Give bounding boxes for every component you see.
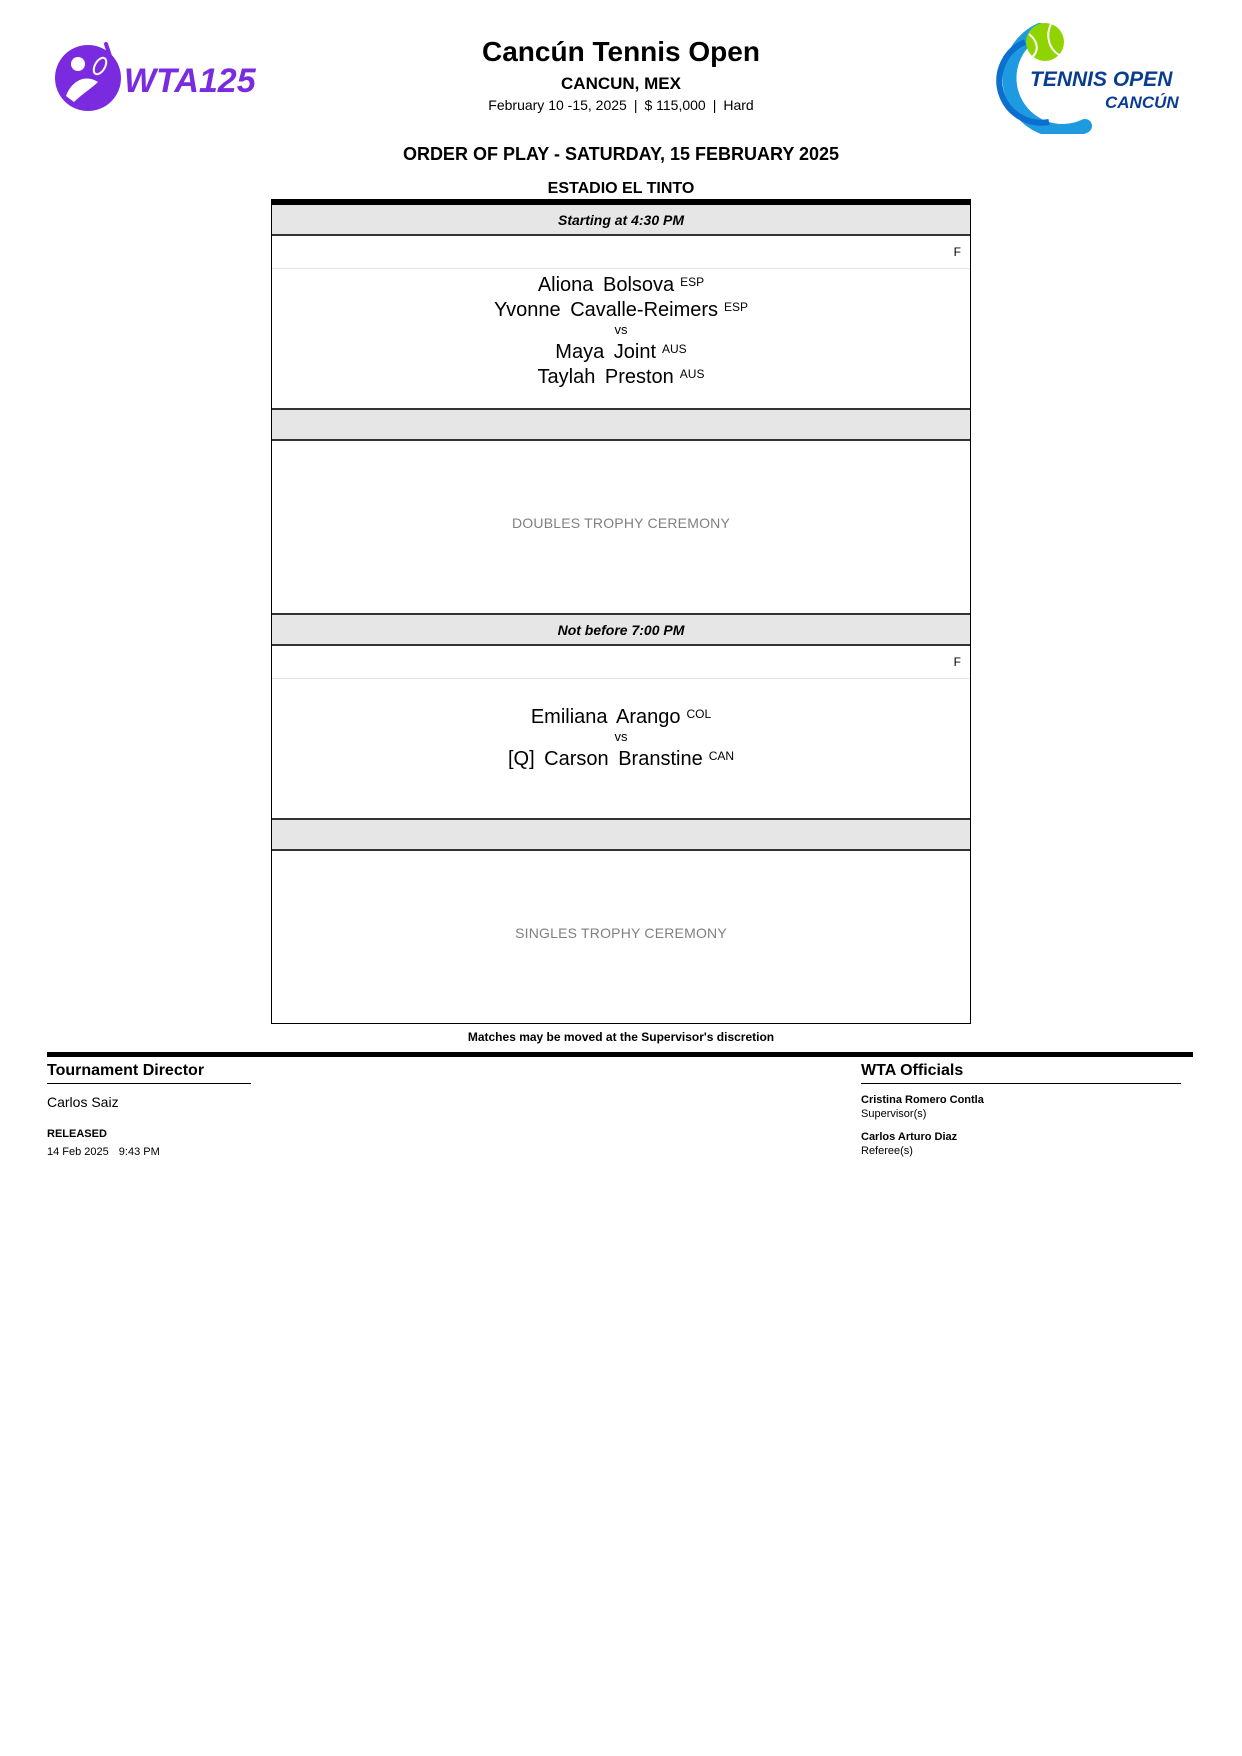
player-entry bbox=[272, 296, 970, 321]
time-slot-bar bbox=[272, 818, 970, 851]
player-entry bbox=[272, 703, 970, 728]
versus-label: vs bbox=[614, 729, 628, 744]
schedule-table bbox=[271, 199, 971, 1024]
schedule-notice: Matches may be moved at the Supervisor's discretion bbox=[467, 1030, 775, 1044]
tournament-dates: February 10 -15, 2025 bbox=[488, 97, 627, 113]
player-name: Aliona Bolsova bbox=[537, 274, 675, 296]
tournament-prize: $ 115,000 bbox=[644, 97, 706, 113]
official-name: Carlos Arturo Diaz bbox=[861, 1131, 958, 1143]
ceremony-label: DOUBLES TROPHY CEREMONY bbox=[511, 515, 731, 531]
tournament-city: CANCUN, MEX bbox=[561, 74, 681, 93]
player-name: Yvonne Cavalle-Reimers bbox=[493, 299, 719, 321]
player-entry bbox=[272, 338, 970, 363]
released-time: 9:43 PM bbox=[118, 1146, 160, 1158]
logo-tennis-open-text: TENNIS OPEN bbox=[1030, 68, 1173, 91]
released-timestamp bbox=[47, 1146, 160, 1158]
player-name: Maya Joint bbox=[555, 341, 657, 363]
player-entry bbox=[272, 363, 970, 388]
tournament-info bbox=[0, 97, 1242, 113]
player-country: ESP bbox=[680, 275, 705, 289]
official-role: Supervisor(s) bbox=[861, 1108, 927, 1120]
player-name: Emiliana Arango bbox=[530, 706, 681, 728]
match-doubles-final bbox=[272, 236, 970, 408]
player-country: COL bbox=[686, 707, 712, 721]
ceremony-label: SINGLES TROPHY CEREMONY bbox=[515, 925, 727, 941]
versus-label: vs bbox=[614, 322, 628, 337]
player-country: AUS bbox=[662, 342, 687, 356]
player-name: Taylah Preston bbox=[537, 366, 674, 388]
player-name: [Q] Carson Branstine bbox=[507, 748, 703, 770]
wta-officials-heading: WTA Officials bbox=[861, 1062, 964, 1079]
match-players bbox=[272, 269, 970, 388]
info-separator: | bbox=[712, 97, 717, 113]
player-entry bbox=[272, 745, 970, 770]
official-name: Cristina Romero Contla bbox=[861, 1094, 984, 1106]
logo-cancun-text: CANCÚN bbox=[1105, 93, 1179, 112]
tournament-title: Cancún Tennis Open bbox=[482, 36, 760, 67]
doubles-trophy-ceremony bbox=[272, 441, 970, 613]
released-date: 14 Feb 2025 bbox=[47, 1146, 109, 1158]
tournament-surface: Hard bbox=[723, 97, 754, 113]
order-of-play-heading: ORDER OF PLAY - SATURDAY, 15 FEBRUARY 2025 bbox=[402, 144, 840, 164]
player-country: AUS bbox=[679, 367, 705, 381]
released-label: RELEASED bbox=[47, 1128, 107, 1140]
court-name: ESTADIO EL TINTO bbox=[547, 180, 695, 197]
match-header bbox=[272, 236, 970, 269]
player-country: CAN bbox=[708, 749, 735, 763]
time-slot-bar: Not before 7:00 PM bbox=[272, 613, 970, 646]
player-country: ESP bbox=[724, 300, 749, 314]
tournament-director-name: Carlos Saiz bbox=[47, 1094, 119, 1110]
match-header bbox=[272, 646, 970, 679]
player-entry bbox=[272, 271, 970, 296]
round-label: F bbox=[953, 655, 961, 669]
tournament-director-heading: Tournament Director bbox=[47, 1062, 205, 1079]
officials-underline bbox=[861, 1083, 1181, 1084]
official-role: Referee(s) bbox=[861, 1145, 913, 1157]
singles-trophy-ceremony bbox=[272, 851, 970, 1023]
round-label: F bbox=[953, 245, 961, 259]
match-singles-final bbox=[272, 646, 970, 818]
director-underline bbox=[47, 1083, 251, 1084]
match-players bbox=[272, 679, 970, 770]
footer-divider bbox=[47, 1052, 1193, 1057]
time-slot-bar bbox=[272, 408, 970, 441]
wta125-logo-text: WTA125 bbox=[124, 62, 256, 100]
info-separator: | bbox=[633, 97, 638, 113]
time-slot-bar: Starting at 4:30 PM bbox=[272, 205, 970, 236]
